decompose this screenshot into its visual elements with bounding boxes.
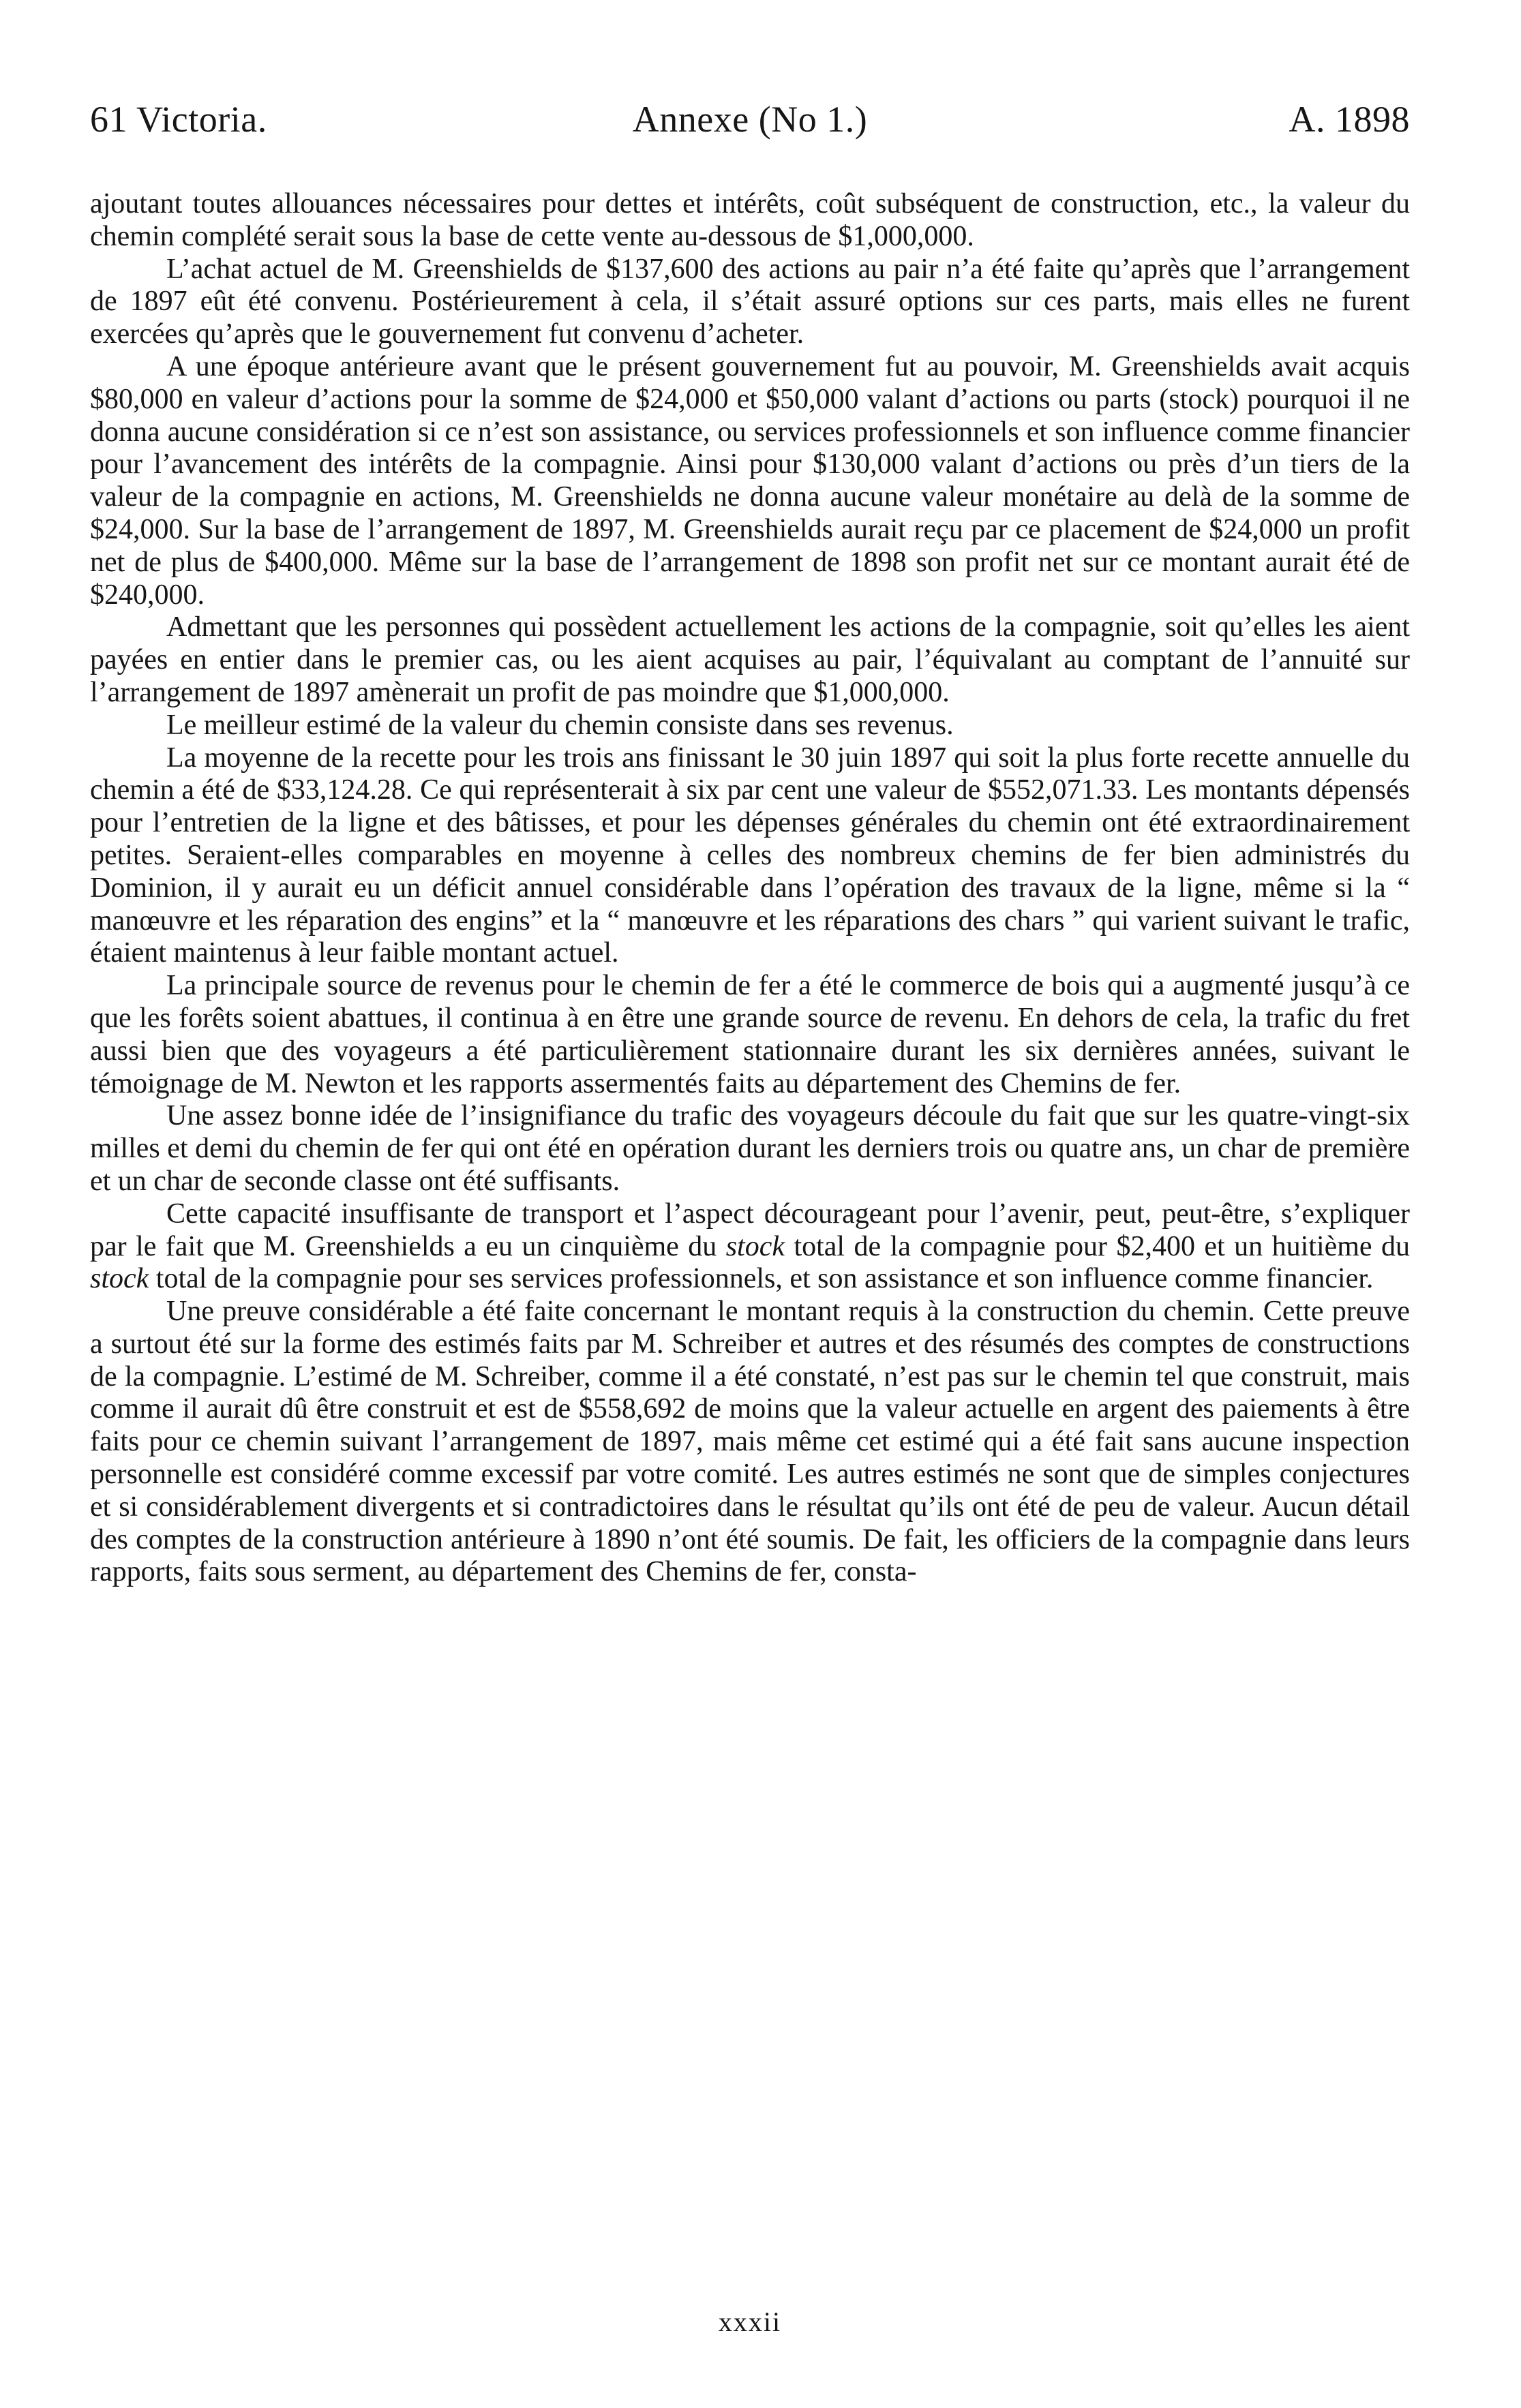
paragraph-9-italic-stock-1: stock: [725, 1230, 785, 1262]
paragraph-5: Le meilleur estimé de la valeur du chemin consiste dans ses revenus.: [166, 709, 954, 741]
paragraph-7: La principale source de revenus pour le chemin de fer a été le commerce de bois qui a augmenté jusqu’à ce que les forêts soient abattues, il continua à en être une grande source de revenu. En dehors de cela, la trafic du fret aussi bien que des voyageurs a été particulièrement stationnaire durant les six dernières années, suivant le témoignage de M. Newton et les rapports assermentés faits au département des Chemins de fer.: [90, 970, 1410, 1099]
page-number: xxxii: [718, 2306, 782, 2337]
paragraph-9: [90, 1198, 1410, 1296]
header-session: 61 Victoria.: [90, 99, 267, 140]
paragraph-2: L’achat actuel de M. Greenshields de $137,600 des actions au pair n’a été faite qu’après que l’arrangement de 1897 eût été convenu. Postérieurement à cela, il s’était assuré options sur ces parts, mais elles ne furent exercées qu’après que le gouvernement fut convenu d’acheter.: [90, 253, 1410, 350]
paragraph-6: La moyenne de la recette pour les trois ans finissant le 30 juin 1897 qui soit la plus forte recette annuelle du chemin a été de $33,124.28. Ce qui représenterait à six par cent une valeur de $552,071.33. Les montants dépensés pour l’entretien de la ligne et des bâtisses, et pour les dépenses générales du chemin ont été extraordinairement petites. Seraient-elles comparables en moyenne à celles des nombreux chemins de fer bien administrés du Dominion, il y aurait eu un déficit annuel considérable dans l’opération des travaux de la ligne, même si la “ manœuvre et les réparation des engins” et la “ manœuvre et les réparations des chars ” qui varient suivant le trafic, étaient maintenus à leur faible montant actuel.: [90, 742, 1410, 969]
paragraph-1: ajoutant toutes allouances nécessaires pour dettes et intérêts, coût subséquent de construction, etc., la valeur du chemin complété serait sous la base de cette vente au-dessous de $1,000,000.: [90, 188, 1410, 252]
paragraph-9-part-1: Cette capacité insuffisante de transport et l’aspect décourageant pour l’avenir, peut, peut-être, s’expliquer par le fait que M. Greenshields a eu un cinquième du: [90, 1198, 1410, 1262]
paragraph-10: Une preuve considérable a été faite concernant le montant requis à la construction du chemin. Cette preuve a surtout été sur la forme des estimés faits par M. Schreiber et autres et des résumés des comptes de constructions de la compagnie. L’estimé de M. Schreiber, comme il a été constaté, n’est pas sur le chemin tel que construit, mais comme il aurait dû être construit et est de $558,692 de moins que la valeur actuelle en argent des paiements à être faits pour ce chemin suivant l’arrangement de 1897, mais même cet estimé qui a été fait sans aucune inspection personnelle est considéré comme excessif par votre comité. Les autres estimés ne sont que de simples conjectures et si considérablement divergents et si contradictoires dans le résultat qu’ils ont été de peu de valeur. Aucun détail des comptes de la construction antérieure à 1890 n’ont été soumis. De fait, les officiers de la compagnie dans leurs rapports, faits sous serment, au département des Chemins de fer, consta-: [90, 1296, 1410, 1588]
paragraph-9-part-3: total de la compagnie pour ses services professionnels, et son assistance et son influence comme financier.: [149, 1263, 1374, 1295]
document-page: [90, 87, 1410, 2364]
paragraph-3: A une époque antérieure avant que le présent gouvernement fut au pouvoir, M. Greenshields avait acquis $80,000 en valeur d’actions pour la somme de $24,000 et $50,000 valant d’actions ou parts (stock) pourquoi il ne donna aucune considération si ce n’est son assistance, ou services professionnels et son influence comme financier pour l’avancement des intérêts de la compagnie. Ainsi pour $130,000 valant d’actions ou près d’un tiers de la valeur de la compagnie en actions, M. Greenshields ne donna aucune valeur monétaire au delà de la somme de $24,000. Sur la base de l’arrangement de 1897, M. Greenshields aurait reçu par ce placement de $24,000 un profit net de plus de $400,000. Même sur la base de l’arrangement de 1898 son profit net sur ce montant aurait été de $240,000.: [90, 350, 1410, 611]
paragraph-8: Une assez bonne idée de l’insignifiance du trafic des voyageurs découle du fait que sur les quatre-vingt-six milles et demi du chemin de fer qui ont été en opération durant les derniers trois ou quatre ans, un char de première et un char de seconde classe ont été suffisants.: [90, 1100, 1410, 1197]
header-year: A. 1898: [1289, 99, 1410, 140]
paragraph-9-italic-stock-2: stock: [90, 1263, 149, 1295]
header-annex: Annexe (No 1.): [632, 99, 868, 140]
running-header: [90, 87, 1410, 153]
paragraph-4: Admettant que les personnes qui possèdent actuellement les actions de la compagnie, soit qu’elles les aient payées en entier dans le premier cas, ou les aient acquises au pair, l’équivalant au comptant de l’annuité sur l’arrangement de 1897 amènerait un profit de pas moindre que $1,000,000.: [90, 611, 1410, 708]
body-text: [90, 188, 1410, 1589]
paragraph-9-part-2: total de la compagnie pour $2,400 et un huitième du: [785, 1230, 1411, 1262]
